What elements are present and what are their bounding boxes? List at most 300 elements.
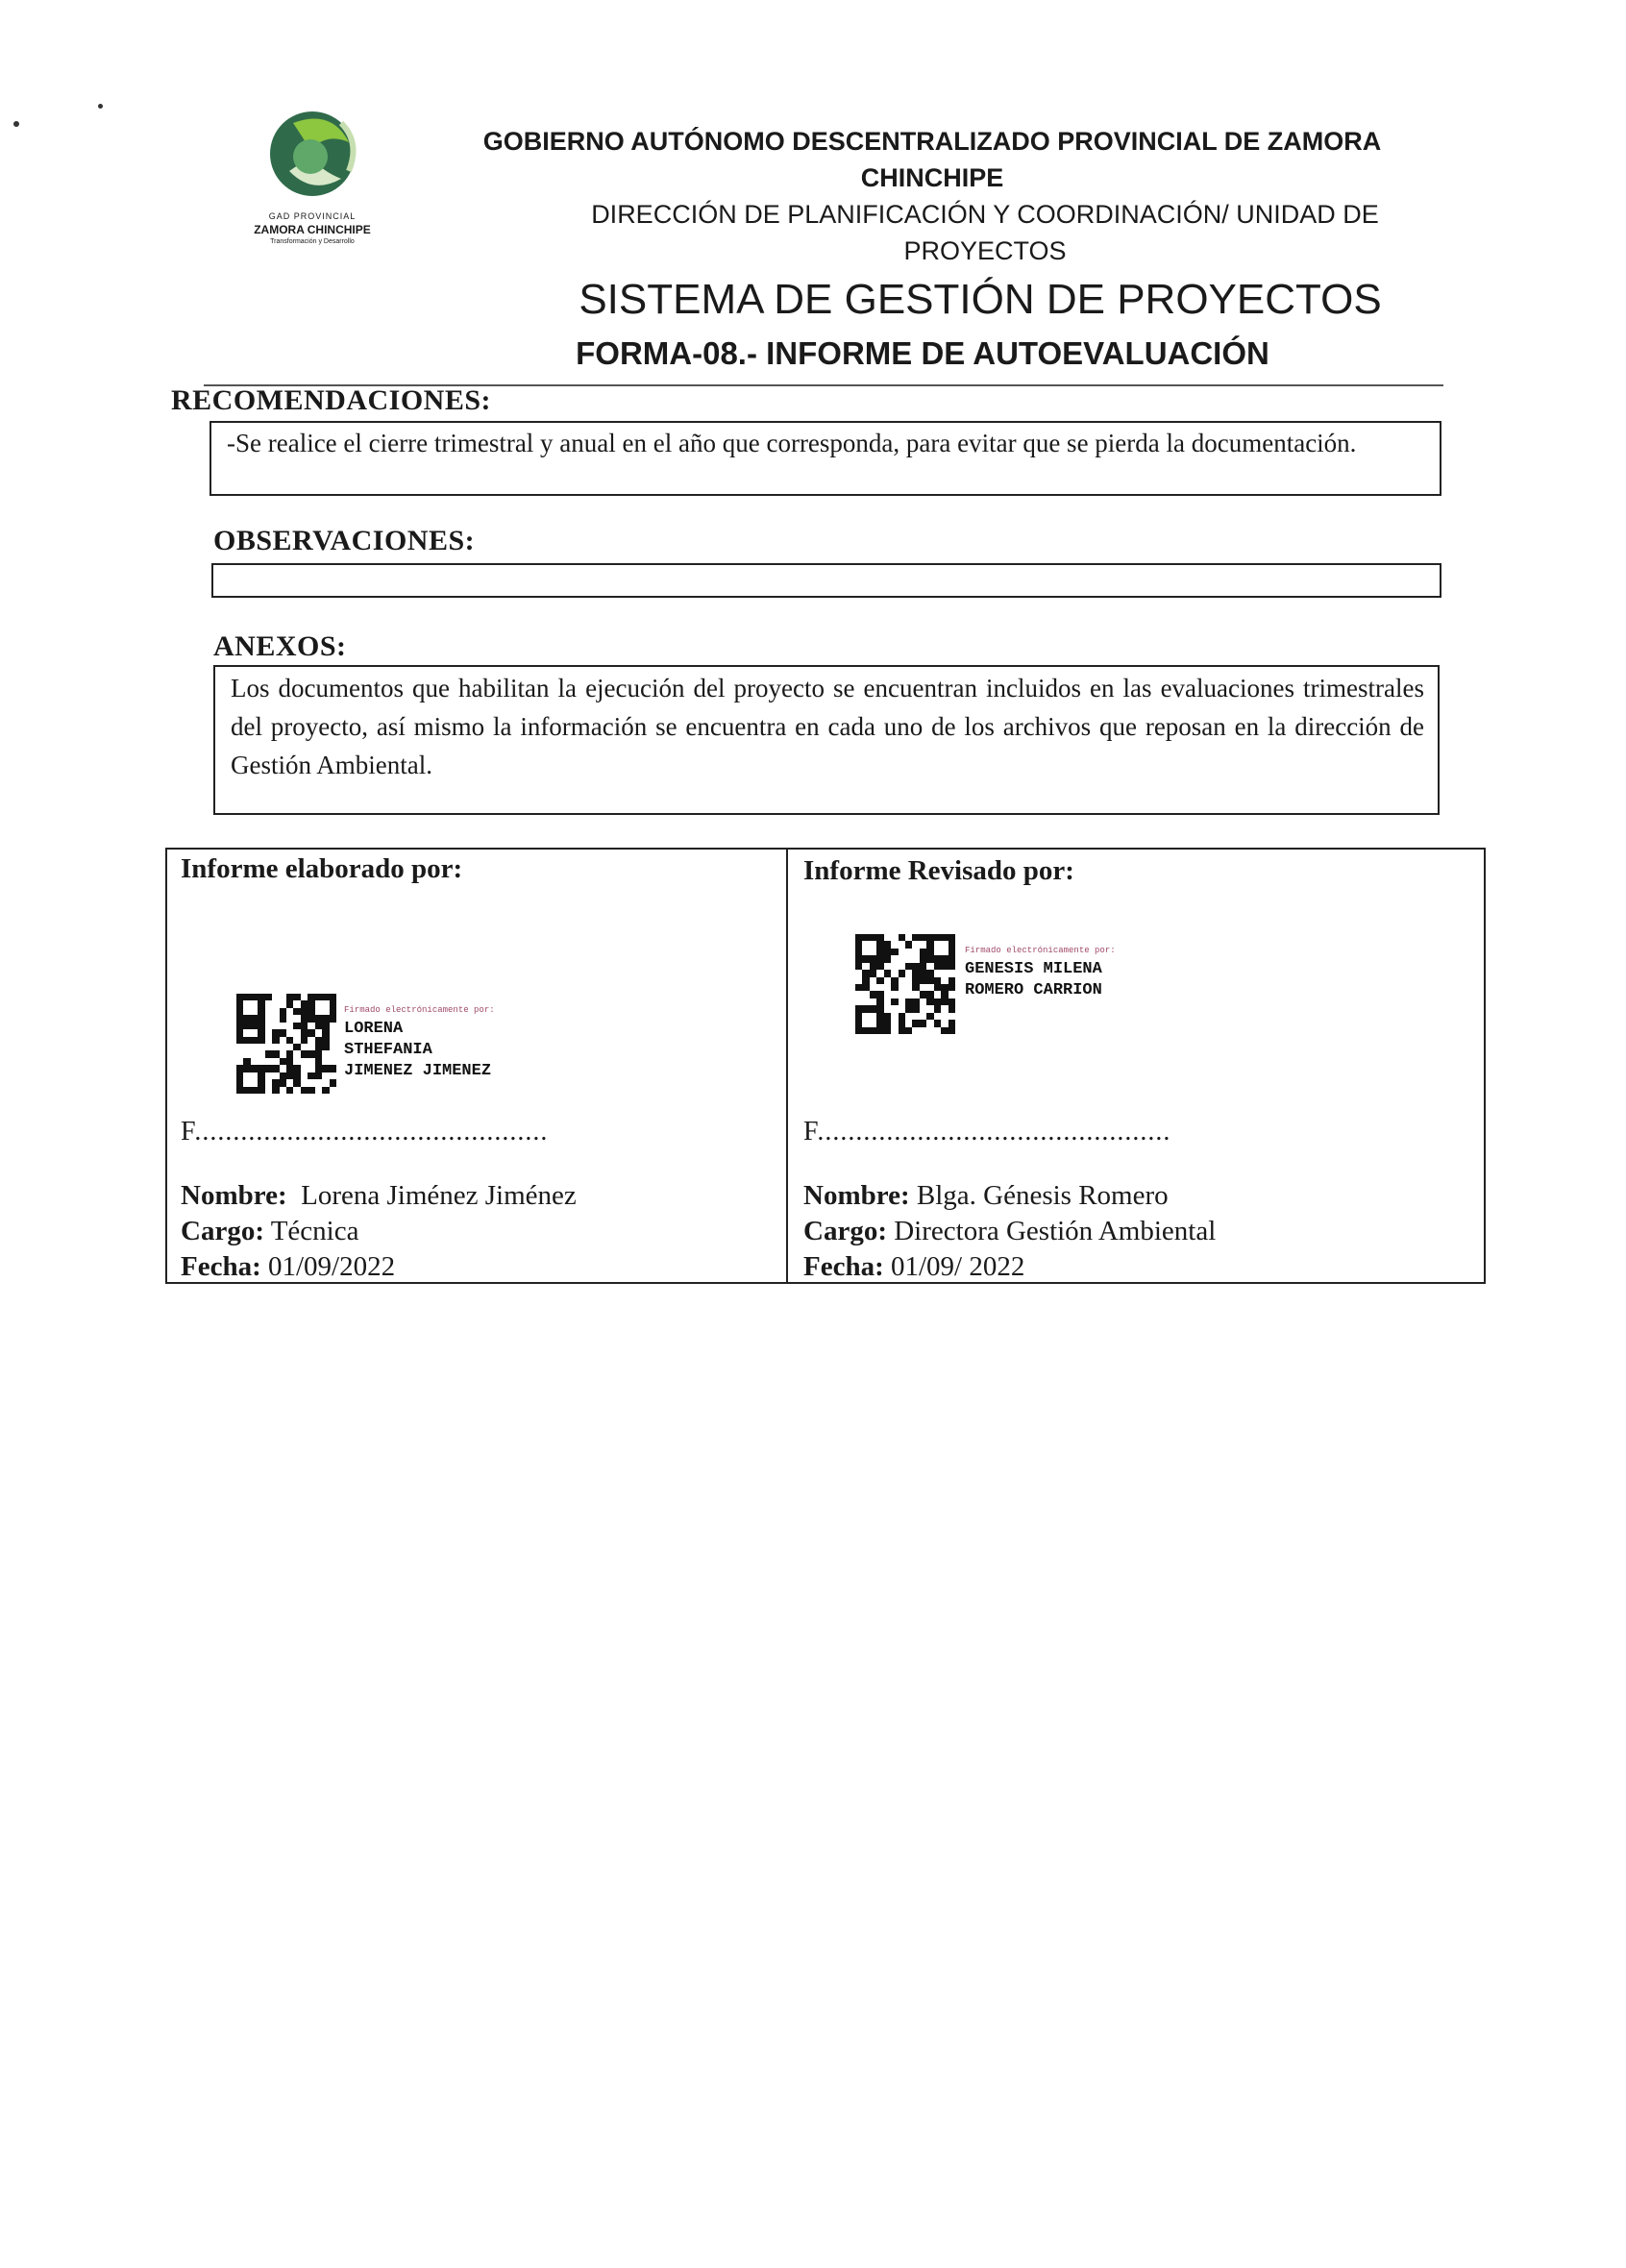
direction-heading: DIRECCIÓN DE PLANIFICACIÓN Y COORDINACIÓN/ UNIDAD DE PROYECTOS xyxy=(591,200,1379,265)
qr-module xyxy=(280,1072,286,1079)
qr-module xyxy=(920,998,926,1005)
qr-module xyxy=(912,998,919,1005)
qr-module xyxy=(912,1020,919,1026)
qr-module xyxy=(286,1044,293,1050)
nombre-right: Blga. Génesis Romero xyxy=(916,1180,1169,1211)
qr-module xyxy=(884,1027,891,1034)
qr-module xyxy=(905,941,912,948)
qr-module xyxy=(941,998,948,1005)
qr-module xyxy=(236,1029,243,1036)
qr-module xyxy=(322,1044,329,1050)
qr-module xyxy=(884,1013,891,1020)
qr-module xyxy=(899,1013,905,1020)
qr-module xyxy=(286,1058,293,1065)
qr-module xyxy=(308,1037,314,1044)
qr-module xyxy=(251,1029,258,1036)
observaciones-box xyxy=(211,563,1441,598)
qr-module xyxy=(862,955,869,962)
qr-module xyxy=(258,994,264,1000)
qr-module xyxy=(884,991,891,998)
qr-module xyxy=(870,955,876,962)
recomendaciones-text: -Se realice el cierre trimestral y anual en el año que corresponda, para evitar que se pierda la documentación. xyxy=(227,429,1357,457)
qr-module xyxy=(884,941,891,948)
signature-qr-left-icon xyxy=(236,994,336,1094)
qr-module xyxy=(280,1044,286,1050)
qr-module xyxy=(258,1015,264,1022)
qr-module xyxy=(330,1050,336,1057)
qr-module xyxy=(243,1044,250,1050)
qr-module xyxy=(948,941,955,948)
qr-module xyxy=(926,963,933,970)
qr-module xyxy=(926,1027,933,1034)
anexos-text: Los documentos que habilitan la ejecución del proyecto se encuentran incluidos en las evaluaciones trimestrales del proyecto, así mismo la información se encuentra en cada uno de los archivos que reposan en la dirección de Gestión Ambiental. xyxy=(231,674,1424,779)
qr-module xyxy=(330,1015,336,1022)
qr-module xyxy=(293,1072,300,1079)
qr-module xyxy=(876,984,883,991)
qr-module xyxy=(315,1000,322,1007)
qr-module xyxy=(301,1072,308,1079)
qr-module xyxy=(265,1058,272,1065)
qr-module xyxy=(315,1087,322,1094)
qr-module xyxy=(322,1050,329,1057)
qr-module xyxy=(905,934,912,941)
qr-module xyxy=(251,1072,258,1079)
qr-module xyxy=(293,1087,300,1094)
qr-module xyxy=(236,1058,243,1065)
qr-module xyxy=(308,994,314,1000)
qr-module xyxy=(301,1037,308,1044)
qr-module xyxy=(941,955,948,962)
signed-by-right: Firmado electrónicamente por: xyxy=(965,946,1116,955)
qr-module xyxy=(876,970,883,976)
gad-logo xyxy=(235,104,389,258)
qr-module xyxy=(948,1027,955,1034)
government-heading: GOBIERNO AUTÓNOMO DESCENTRALIZADO PROVINCIAL DE ZAMORA CHINCHIPE xyxy=(482,127,1382,192)
qr-module xyxy=(251,1079,258,1086)
qr-module xyxy=(322,1008,329,1015)
qr-module xyxy=(905,970,912,976)
qr-module xyxy=(862,998,869,1005)
qr-module xyxy=(891,1005,898,1012)
qr-module xyxy=(315,1023,322,1029)
qr-module xyxy=(280,1023,286,1029)
qr-module xyxy=(251,1065,258,1072)
signer-name-left: LORENA STHEFANIA JIMENEZ JIMENEZ xyxy=(344,1020,492,1080)
qr-module xyxy=(280,1015,286,1022)
qr-module xyxy=(330,1087,336,1094)
qr-module xyxy=(870,941,876,948)
qr-module xyxy=(891,941,898,948)
qr-module xyxy=(905,1005,912,1012)
qr-module xyxy=(330,1065,336,1072)
qr-module xyxy=(293,1050,300,1057)
qr-module xyxy=(891,970,898,976)
qr-module xyxy=(905,984,912,991)
qr-module xyxy=(899,941,905,948)
qr-module xyxy=(301,1065,308,1072)
qr-module xyxy=(905,998,912,1005)
qr-module xyxy=(322,1037,329,1044)
signed-by-left: Firmado electrónicamente por: xyxy=(344,1005,495,1015)
qr-module xyxy=(330,1058,336,1065)
qr-module xyxy=(920,991,926,998)
qr-module xyxy=(899,1005,905,1012)
qr-module xyxy=(322,1072,329,1079)
qr-module xyxy=(322,1015,329,1022)
qr-module xyxy=(870,998,876,1005)
qr-module xyxy=(301,994,308,1000)
qr-module xyxy=(884,955,891,962)
qr-module xyxy=(315,1029,322,1036)
qr-module xyxy=(920,970,926,976)
scan-dot xyxy=(13,121,19,127)
qr-module xyxy=(286,1015,293,1022)
qr-module xyxy=(308,1065,314,1072)
qr-module xyxy=(265,1044,272,1050)
qr-module xyxy=(941,977,948,984)
qr-module xyxy=(870,934,876,941)
fecha-right: 01/09/ 2022 xyxy=(891,1251,1025,1282)
qr-module xyxy=(315,1008,322,1015)
qr-module xyxy=(941,949,948,955)
qr-module xyxy=(258,1000,264,1007)
qr-module xyxy=(862,970,869,976)
qr-module xyxy=(272,1065,279,1072)
qr-module xyxy=(934,941,941,948)
qr-module xyxy=(876,1020,883,1026)
qr-module xyxy=(322,1058,329,1065)
qr-module xyxy=(258,1029,264,1036)
qr-module xyxy=(286,1072,293,1079)
qr-module xyxy=(948,1013,955,1020)
qr-module xyxy=(301,1029,308,1036)
qr-module xyxy=(272,1050,279,1057)
qr-module xyxy=(941,1005,948,1012)
recomendaciones-title: RECOMENDACIONES: xyxy=(171,384,492,416)
qr-module xyxy=(315,1058,322,1065)
qr-module xyxy=(258,1079,264,1086)
signer-name-right: GENESIS MILENA ROMERO CARRION xyxy=(965,960,1102,999)
qr-module xyxy=(862,991,869,998)
qr-module xyxy=(948,998,955,1005)
qr-module xyxy=(330,994,336,1000)
cargo-right: Directora Gestión Ambiental xyxy=(894,1216,1217,1246)
qr-module xyxy=(920,1027,926,1034)
system-title: SISTEMA DE GESTIÓN DE PROYECTOS xyxy=(579,276,1382,323)
qr-module xyxy=(884,934,891,941)
signature-table xyxy=(165,848,1486,1284)
qr-module xyxy=(236,1079,243,1086)
qr-module xyxy=(293,1037,300,1044)
qr-module xyxy=(948,970,955,976)
qr-module xyxy=(926,991,933,998)
qr-module xyxy=(315,1050,322,1057)
qr-module xyxy=(272,1058,279,1065)
qr-module xyxy=(308,1087,314,1094)
qr-module xyxy=(265,1079,272,1086)
qr-module xyxy=(934,984,941,991)
qr-module xyxy=(330,1008,336,1015)
qr-module xyxy=(293,1065,300,1072)
qr-module xyxy=(236,1023,243,1029)
qr-module xyxy=(308,1029,314,1036)
qr-module xyxy=(948,934,955,941)
qr-module xyxy=(912,1013,919,1020)
qr-module xyxy=(862,977,869,984)
qr-module xyxy=(308,1015,314,1022)
qr-module xyxy=(293,1023,300,1029)
signature-qr-right-icon xyxy=(855,934,955,1034)
qr-module xyxy=(251,1050,258,1057)
qr-module xyxy=(280,1029,286,1036)
qr-module xyxy=(243,994,250,1000)
qr-module xyxy=(330,1023,336,1029)
qr-module xyxy=(905,991,912,998)
qr-module xyxy=(926,977,933,984)
qr-module xyxy=(308,1079,314,1086)
qr-module xyxy=(301,1023,308,1029)
qr-module xyxy=(855,1027,862,1034)
qr-module xyxy=(308,1050,314,1057)
qr-module xyxy=(258,1065,264,1072)
qr-module xyxy=(265,1065,272,1072)
qr-module xyxy=(265,1087,272,1094)
qr-module xyxy=(862,984,869,991)
qr-module xyxy=(265,1050,272,1057)
qr-module xyxy=(934,998,941,1005)
qr-module xyxy=(280,1037,286,1044)
qr-module xyxy=(251,994,258,1000)
qr-module xyxy=(293,1058,300,1065)
qr-module xyxy=(899,984,905,991)
logo-name: ZAMORA CHINCHIPE xyxy=(254,223,371,236)
qr-module xyxy=(855,963,862,970)
qr-module xyxy=(905,1020,912,1026)
qr-module xyxy=(926,970,933,976)
qr-module xyxy=(934,977,941,984)
qr-module xyxy=(265,1023,272,1029)
qr-module xyxy=(941,941,948,948)
qr-module xyxy=(236,1044,243,1050)
qr-module xyxy=(912,934,919,941)
qr-module xyxy=(912,941,919,948)
qr-module xyxy=(308,1023,314,1029)
gad-logo-icon xyxy=(235,104,389,210)
qr-module xyxy=(301,1000,308,1007)
form-title: FORMA-08.- INFORME DE AUTOEVALUACIÓN xyxy=(576,335,1269,371)
qr-module xyxy=(243,1050,250,1057)
qr-module xyxy=(905,949,912,955)
qr-module xyxy=(855,934,862,941)
qr-module xyxy=(293,1079,300,1086)
qr-module xyxy=(280,1058,286,1065)
qr-module xyxy=(258,1044,264,1050)
qr-module xyxy=(934,1027,941,1034)
qr-module xyxy=(286,994,293,1000)
qr-module xyxy=(899,934,905,941)
qr-module xyxy=(243,1079,250,1086)
qr-module xyxy=(926,998,933,1005)
anexos-title: ANEXOS: xyxy=(213,630,347,662)
qr-module xyxy=(280,1000,286,1007)
qr-module xyxy=(948,984,955,991)
qr-module xyxy=(948,1005,955,1012)
qr-module xyxy=(905,963,912,970)
qr-module xyxy=(272,1000,279,1007)
qr-module xyxy=(301,1050,308,1057)
qr-module xyxy=(876,1027,883,1034)
qr-module xyxy=(330,1044,336,1050)
qr-module xyxy=(243,1015,250,1022)
qr-module xyxy=(934,934,941,941)
qr-module xyxy=(236,1015,243,1022)
qr-module xyxy=(905,1013,912,1020)
qr-module xyxy=(920,984,926,991)
qr-module xyxy=(912,977,919,984)
qr-module xyxy=(862,963,869,970)
qr-module xyxy=(899,949,905,955)
qr-module xyxy=(884,977,891,984)
qr-module xyxy=(948,963,955,970)
qr-module xyxy=(308,1058,314,1065)
qr-module xyxy=(293,994,300,1000)
qr-module xyxy=(870,977,876,984)
qr-module xyxy=(870,1005,876,1012)
signature-divider xyxy=(786,850,788,1282)
qr-module xyxy=(280,1065,286,1072)
qr-module xyxy=(899,1027,905,1034)
qr-module xyxy=(934,970,941,976)
qr-module xyxy=(286,1087,293,1094)
qr-module xyxy=(301,1079,308,1086)
qr-module xyxy=(265,1008,272,1015)
qr-module xyxy=(855,977,862,984)
qr-module xyxy=(322,994,329,1000)
signature-line-left: F.............................................. xyxy=(181,1117,549,1146)
anexos-box xyxy=(213,665,1440,815)
qr-module xyxy=(884,949,891,955)
qr-module xyxy=(236,1072,243,1079)
qr-module xyxy=(322,1065,329,1072)
qr-module xyxy=(862,1013,869,1020)
qr-module xyxy=(855,955,862,962)
qr-module xyxy=(301,1015,308,1022)
qr-module xyxy=(315,1072,322,1079)
qr-module xyxy=(920,977,926,984)
qr-module xyxy=(948,991,955,998)
qr-module xyxy=(941,934,948,941)
qr-module xyxy=(912,949,919,955)
qr-module xyxy=(912,991,919,998)
qr-module xyxy=(884,998,891,1005)
qr-module xyxy=(891,977,898,984)
qr-module xyxy=(251,1015,258,1022)
qr-module xyxy=(272,1015,279,1022)
qr-module xyxy=(934,1005,941,1012)
observaciones-title: OBSERVACIONES: xyxy=(213,525,476,556)
qr-module xyxy=(315,1015,322,1022)
qr-module xyxy=(905,1027,912,1034)
qr-module xyxy=(293,1044,300,1050)
qr-module xyxy=(926,1005,933,1012)
qr-module xyxy=(912,955,919,962)
qr-module xyxy=(330,1037,336,1044)
qr-module xyxy=(265,1072,272,1079)
qr-module xyxy=(891,998,898,1005)
qr-module xyxy=(941,963,948,970)
logo-text: GAD PROVINCIAL xyxy=(268,211,357,221)
qr-module xyxy=(862,1020,869,1026)
qr-module xyxy=(870,1020,876,1026)
qr-module xyxy=(286,1037,293,1044)
qr-module xyxy=(251,1037,258,1044)
qr-module xyxy=(920,949,926,955)
qr-module xyxy=(899,991,905,998)
qr-module xyxy=(891,1027,898,1034)
qr-module xyxy=(272,1072,279,1079)
qr-module xyxy=(855,941,862,948)
qr-module xyxy=(926,1013,933,1020)
qr-module xyxy=(322,1029,329,1036)
qr-module xyxy=(891,991,898,998)
qr-module xyxy=(315,1037,322,1044)
qr-module xyxy=(251,1087,258,1094)
qr-module xyxy=(855,991,862,998)
qr-module xyxy=(286,1065,293,1072)
qr-module xyxy=(870,1027,876,1034)
qr-module xyxy=(899,977,905,984)
qr-module xyxy=(286,1000,293,1007)
qr-module xyxy=(862,934,869,941)
elaborado-label: Informe elaborado por: xyxy=(181,853,463,884)
qr-module xyxy=(272,1079,279,1086)
qr-module xyxy=(265,1000,272,1007)
qr-module xyxy=(265,1015,272,1022)
qr-module xyxy=(926,941,933,948)
qr-module xyxy=(891,984,898,991)
qr-module xyxy=(236,1000,243,1007)
qr-module xyxy=(876,955,883,962)
qr-module xyxy=(280,1050,286,1057)
qr-module xyxy=(891,955,898,962)
qr-module xyxy=(899,970,905,976)
qr-module xyxy=(243,1072,250,1079)
qr-module xyxy=(301,1087,308,1094)
qr-module xyxy=(862,1005,869,1012)
qr-module xyxy=(876,991,883,998)
qr-module xyxy=(926,955,933,962)
qr-module xyxy=(265,1029,272,1036)
qr-module xyxy=(876,949,883,955)
logo-tagline: Transformación y Desarrollo xyxy=(270,238,355,245)
qr-module xyxy=(236,1037,243,1044)
qr-module xyxy=(920,1005,926,1012)
qr-module xyxy=(891,963,898,970)
qr-module xyxy=(322,1079,329,1086)
qr-module xyxy=(251,1044,258,1050)
cargo-left: Técnica xyxy=(270,1216,359,1246)
qr-module xyxy=(934,963,941,970)
qr-module xyxy=(315,994,322,1000)
qr-module xyxy=(920,934,926,941)
qr-module xyxy=(258,1008,264,1015)
qr-module xyxy=(236,1050,243,1057)
qr-module xyxy=(272,1037,279,1044)
qr-module xyxy=(243,1058,250,1065)
qr-module xyxy=(912,970,919,976)
qr-module xyxy=(301,1008,308,1015)
qr-module xyxy=(293,1000,300,1007)
